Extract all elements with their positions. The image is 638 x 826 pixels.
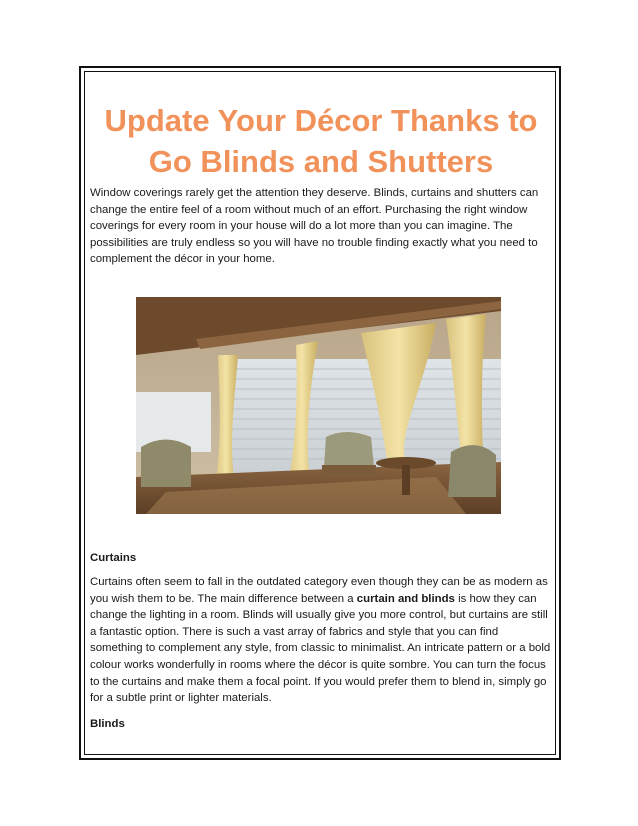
page-title-line2: Go Blinds and Shutters	[148, 144, 494, 179]
room-curtains-image	[136, 297, 501, 514]
curtains-text-before: Curtains often seem to fall in the outdated category even though they can be as modern as you wish them to be. The main difference between a	[90, 575, 548, 605]
curtains-paragraph	[90, 574, 552, 707]
intro-paragraph: Window coverings rarely get the attention they deserve. Blinds, curtains and shutters can change the entire feel of a room without much of an effort. Purchasing the right window coverings for every room in your house will do a lot more than you can imagine. The possibilities are truly endless so you will have no trouble finding exactly what you need to complement the décor in your home.	[90, 187, 539, 266]
page-title	[90, 100, 552, 182]
section-heading-blinds: Blinds	[90, 717, 125, 730]
curtains-bold-link: curtain and blinds	[356, 592, 455, 605]
section-heading-curtains: Curtains	[90, 551, 137, 564]
page-title-line1: Update Your Décor Thanks to	[104, 103, 538, 138]
document-body	[90, 100, 552, 732]
curtains-text-after: is how they can change the lighting in a room. Blinds will usually give you more control, but curtains are still a fantastic option. There is such a vast array of fabrics and style that you can find something to complement any style, from classic to minimalist. An intricate pattern or a bold colour works wonderfully in rooms where the décor is quite sombre. You can turn the focus to the curtains and make them a focal point. If you would prefer them to blend in, simply go for a subtle print or lighter materials.	[90, 592, 551, 705]
